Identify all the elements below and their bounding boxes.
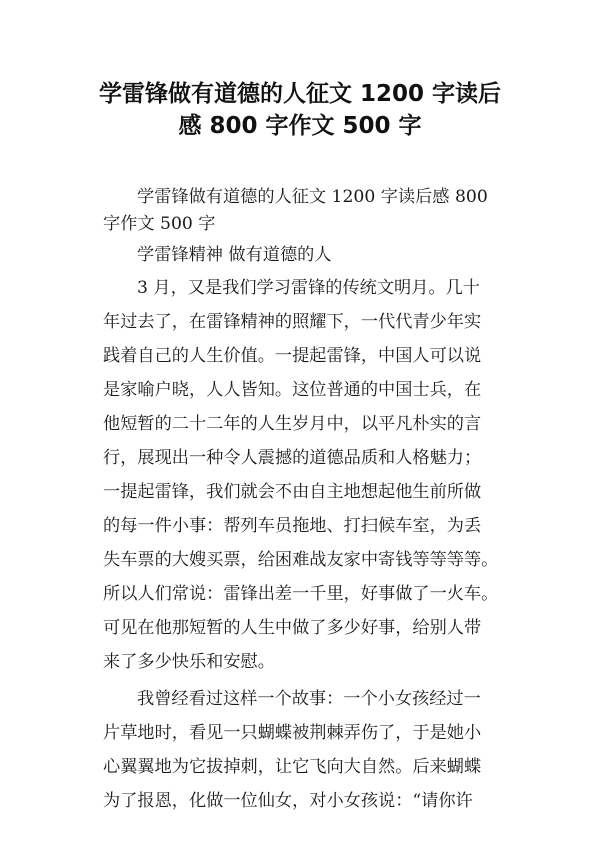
paragraph-line: 一提起雷锋，我们就会不由自主地想起他生前所做 bbox=[103, 482, 482, 502]
paragraph-line: 可见在他那短暂的人生中做了多少好事，给别人带 bbox=[103, 618, 482, 638]
paragraph-line: 片草地时，看见一只蝴蝶被荆棘弄伤了，于是她小 bbox=[103, 723, 482, 743]
paragraph-line: 3 月，又是我们学习雷锋的传统文明月。几十 bbox=[137, 278, 480, 298]
document-title-line-2: 感 800 字作文 500 字 bbox=[178, 113, 422, 139]
paragraph-line: 我曾经看过这样一个故事：一个小女孩经过一 bbox=[137, 689, 481, 709]
paragraph-line: 践着自己的人生价值。一提起雷锋，中国人可以说 bbox=[103, 346, 482, 366]
paragraph-line: 字作文 500 字 bbox=[103, 214, 216, 234]
paragraph-line: 年过去了，在雷锋精神的照耀下，一代代青少年实 bbox=[103, 312, 482, 332]
paragraph-line: 他短暂的二十二年的人生岁月中，以平凡朴实的言 bbox=[103, 414, 482, 434]
paragraph-line: 为了报恩，化做一位仙女，对小女孩说：“请你许 bbox=[103, 791, 473, 811]
paragraph-line: 心翼翼地为它拔掉刺，让它飞向大自然。后来蝴蝶 bbox=[103, 757, 482, 777]
paragraph-line: 行，展现出一种令人震撼的道德品质和人格魅力； bbox=[103, 448, 482, 468]
paragraph-line: 所以人们常说：雷锋出差一千里，好事做了一火车。 bbox=[103, 584, 499, 604]
paragraph-line: 失车票的大嫂买票，给困难战友家中寄钱等等等等。 bbox=[103, 550, 499, 570]
paragraph-line: 的每一件小事：帮列车员拖地、打扫候车室，为丢 bbox=[103, 516, 482, 536]
paragraph-line: 来了多少快乐和安慰。 bbox=[103, 652, 275, 672]
paragraph-line: 学雷锋精神 做有道德的人 bbox=[137, 245, 332, 265]
paragraph-line: 是家喻户晓，人人皆知。这位普通的中国士兵，在 bbox=[103, 380, 482, 400]
paragraph-line: 学雷锋做有道德的人征文 1200 字读后感 800 bbox=[137, 187, 488, 207]
document-title-line-1: 学雷锋做有道德的人征文 1200 字读后 bbox=[98, 81, 502, 107]
